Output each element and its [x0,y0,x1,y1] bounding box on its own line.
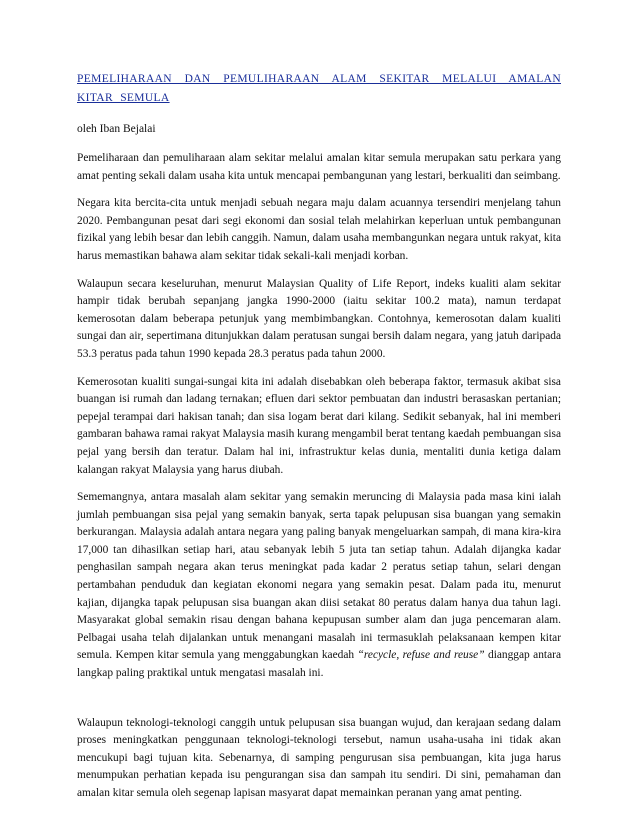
paragraph-4: Kemerosotan kualiti sungai-sungai kita ini adalah disebabkan oleh beberapa faktor, termasuk akibat sisa buangan isi rumah dan ladang ternakan; efluen dari sektor pembuatan dan industri berasaskan pertanian; pepejal terampai dari hakisan tanah; dan sisa logam berat dari kilang. Sedikit sebanyak, hal ini memberi gambaran bahawa ramai rakyat Malaysia masih kurang mengambil berat tentang kaedah pembuangan sisa pejal yang bersih dan teratur. Dalam hal ini, infrastruktur kelas dunia, mentaliti dunia ketiga dalam kalangan rakyat Malaysia yang harus diubah. [77,375,561,476]
author-byline: oleh Iban Bejalai [77,123,156,135]
paragraph-5-text-after: dianggap antara langkap paling praktikal untuk mengatasi masalah ini. [77,649,561,680]
paragraph-1: Pemeliharaan dan pemuliharaan alam sekitar melalui amalan kitar semula merupakan satu perkara yang amat penting sekali dalam usaha kita untuk mencapai pembangunan yang lestari, berkualiti dan seimbang. [77,152,561,182]
paragraph-5-text-before: Sememangnya, antara masalah alam sekitar yang semakin meruncing di Malaysia pada masa kini ialah jumlah pembuangan sisa pejal yang semakin banyak, serta tapak pelupusan sisa buangan yang semakin berkurangan. Malaysia adalah antara negara yang paling banyak mengeluarkan sampah, di mana kira-kira 17,000 tan dihasilkan setiap hari, atau sebanyak lebih 5 juta tan setiap tahun. Adalah dijangka kadar penghasilan sampah negara akan terus meningkat pada kadar 2 peratus setiap tahun, selari dengan pertambahan penduduk dan kegiatan ekonomi negara yang semakin pesat. Dalam pada itu, menurut kajian, dijangka tapak pelupusan sisa buangan akan diisi setakat 80 peratus dalam hanya dua tahun lagi. Masyarakat global semakin risau dengan bahana kepupusan sumber alam dan juga pencemaran alam. Pelbagai usaha telah dijalankan untuk menangani masalah ini termasuklah pelaksanaan kempen kitar semula. Kempen kitar semula yang menggabungkan kaedah [77,491,561,662]
paragraph-5-emphasis: “recycle, refuse and reuse” [357,649,485,662]
document-title[interactable]: PEMELIHARAAN DAN PEMULIHARAAN ALAM SEKITAR MELALUI AMALAN KITAR SEMULA [77,73,561,104]
paragraph-2: Negara kita bercita-cita untuk menjadi sebuah negara maju dalam acuannya tersendiri menjelang tahun 2020. Pembangunan pesat dari segi ekonomi dan sosial telah melahirkan keperluan untuk pembangunan fizikal yang lebih besar dan lebih canggih. Namun, dalam usaha membangunkan negara untuk rakyat, kita harus memastikan bahawa alam sekitar tidak sekali-kali menjadi korban. [77,197,561,262]
paragraph-3: Walaupun secara keseluruhan, menurut Malaysian Quality of Life Report, indeks kualiti alam sekitar hampir tidak berubah sepanjang jangka 1990-2000 (iaitu sekitar 100.2 mata), namun terdapat kemerosotan dalam beberapa petunjuk yang membimbangkan. Contohnya, kemerosotan dalam kualiti sungai dan air, sepertimana ditunjukkan dalam peratusan sungai bersih dalam negara, yang jatuh daripada 53.3 peratus pada tahun 1990 kepada 28.3 peratus pada tahun 2000. [77,277,561,360]
paragraph-6: Walaupun teknologi-teknologi canggih untuk pelupusan sisa buangan wujud, dan kerajaan sedang dalam proses meningkatkan penggunaan teknologi-teknologi tersebut, namun usaha-usaha ini tidak akan mencukupi bagi tujuan kita. Sebenarnya, di samping pengurusan sisa pembuangan, kita juga harus menumpukan perhatian kepada isu pengurangan sisa dan sampah itu sendiri. Di sini, pemahaman dan amalan kitar semula oleh segenap lapisan masyarat dapat memainkan peranan yang amat penting. [77,716,561,799]
paragraph-5 [77,489,561,683]
